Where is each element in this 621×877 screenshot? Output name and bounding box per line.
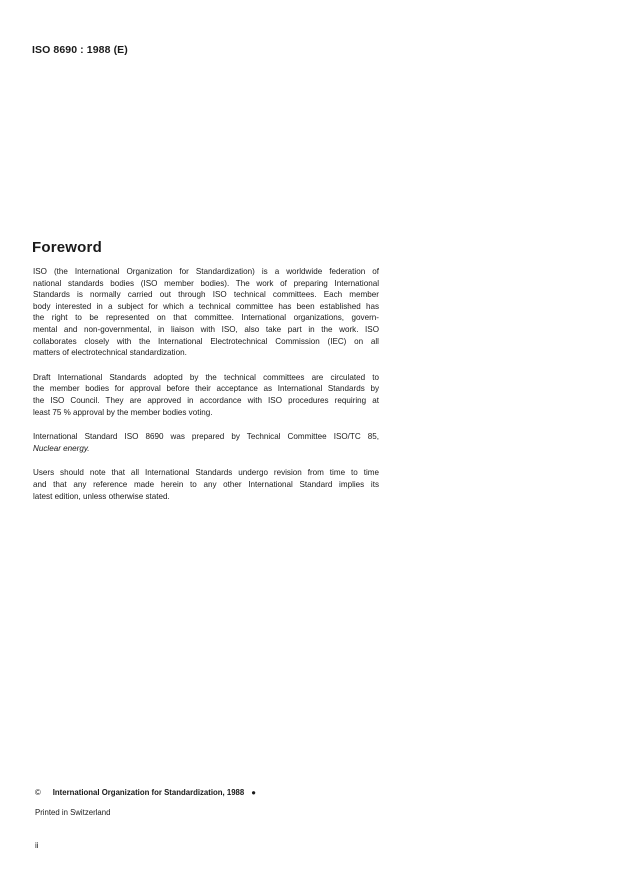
copyright-text: International Organization for Standardization, 1988 xyxy=(52,788,245,797)
printed-location: Printed in Switzerland xyxy=(35,808,111,817)
text-line: the ISO Council. They are approved in accordance with ISO procedures requiring at xyxy=(33,395,379,405)
text-line: collaborates closely with the International Electrotechnical Commission (IEC) on all xyxy=(33,336,379,346)
text-line: International Standard ISO 8690 was prepared by Technical Committee ISO/TC 85, xyxy=(33,432,379,442)
copyright-icon: © xyxy=(35,788,41,797)
text-line: the member bodies for approval before their acceptance as International Standards by xyxy=(33,384,379,394)
bullet-icon: ● xyxy=(251,788,256,797)
text-line: latest edition, unless otherwise stated. xyxy=(33,491,170,501)
text-line: national standards bodies (ISO member bodies). The work of preparing International xyxy=(33,278,379,288)
copyright-notice xyxy=(35,788,256,797)
page-number: ii xyxy=(35,841,39,850)
paragraph-iso-intro xyxy=(33,266,379,359)
document-id: ISO 8690 : 1988 (E) xyxy=(32,44,128,56)
text-line: body interested in a subject for which a technical committee has been established has xyxy=(33,301,379,311)
text-line: Users should note that all International Standards undergo revision from time to time xyxy=(33,468,379,478)
foreword-body xyxy=(33,266,379,515)
text-line: the right to be represented on that committee. International organizations, govern- xyxy=(33,313,379,323)
committee-name: Nuclear energy. xyxy=(33,443,90,453)
text-line: mental and non-governmental, in liaison with ISO, also take part in the work. ISO xyxy=(33,324,379,334)
text-line: Standards is normally carried out through ISO technical committees. Each member xyxy=(33,290,379,300)
text-line: and that any reference made herein to any other International Standard implies its xyxy=(33,479,379,489)
page-title: Foreword xyxy=(32,239,102,256)
text-line: ISO (the International Organization for Standardization) is a worldwide federation of xyxy=(33,267,379,276)
text-line: Draft International Standards adopted by the technical committees are circulated to xyxy=(33,372,379,382)
paragraph-revision-note xyxy=(33,467,379,502)
paragraph-prepared-by xyxy=(33,431,379,454)
text-line: least 75 % approval by the member bodies voting. xyxy=(33,407,213,417)
paragraph-draft-standards xyxy=(33,372,379,418)
text-line: matters of electrotechnical standardization. xyxy=(33,348,187,358)
